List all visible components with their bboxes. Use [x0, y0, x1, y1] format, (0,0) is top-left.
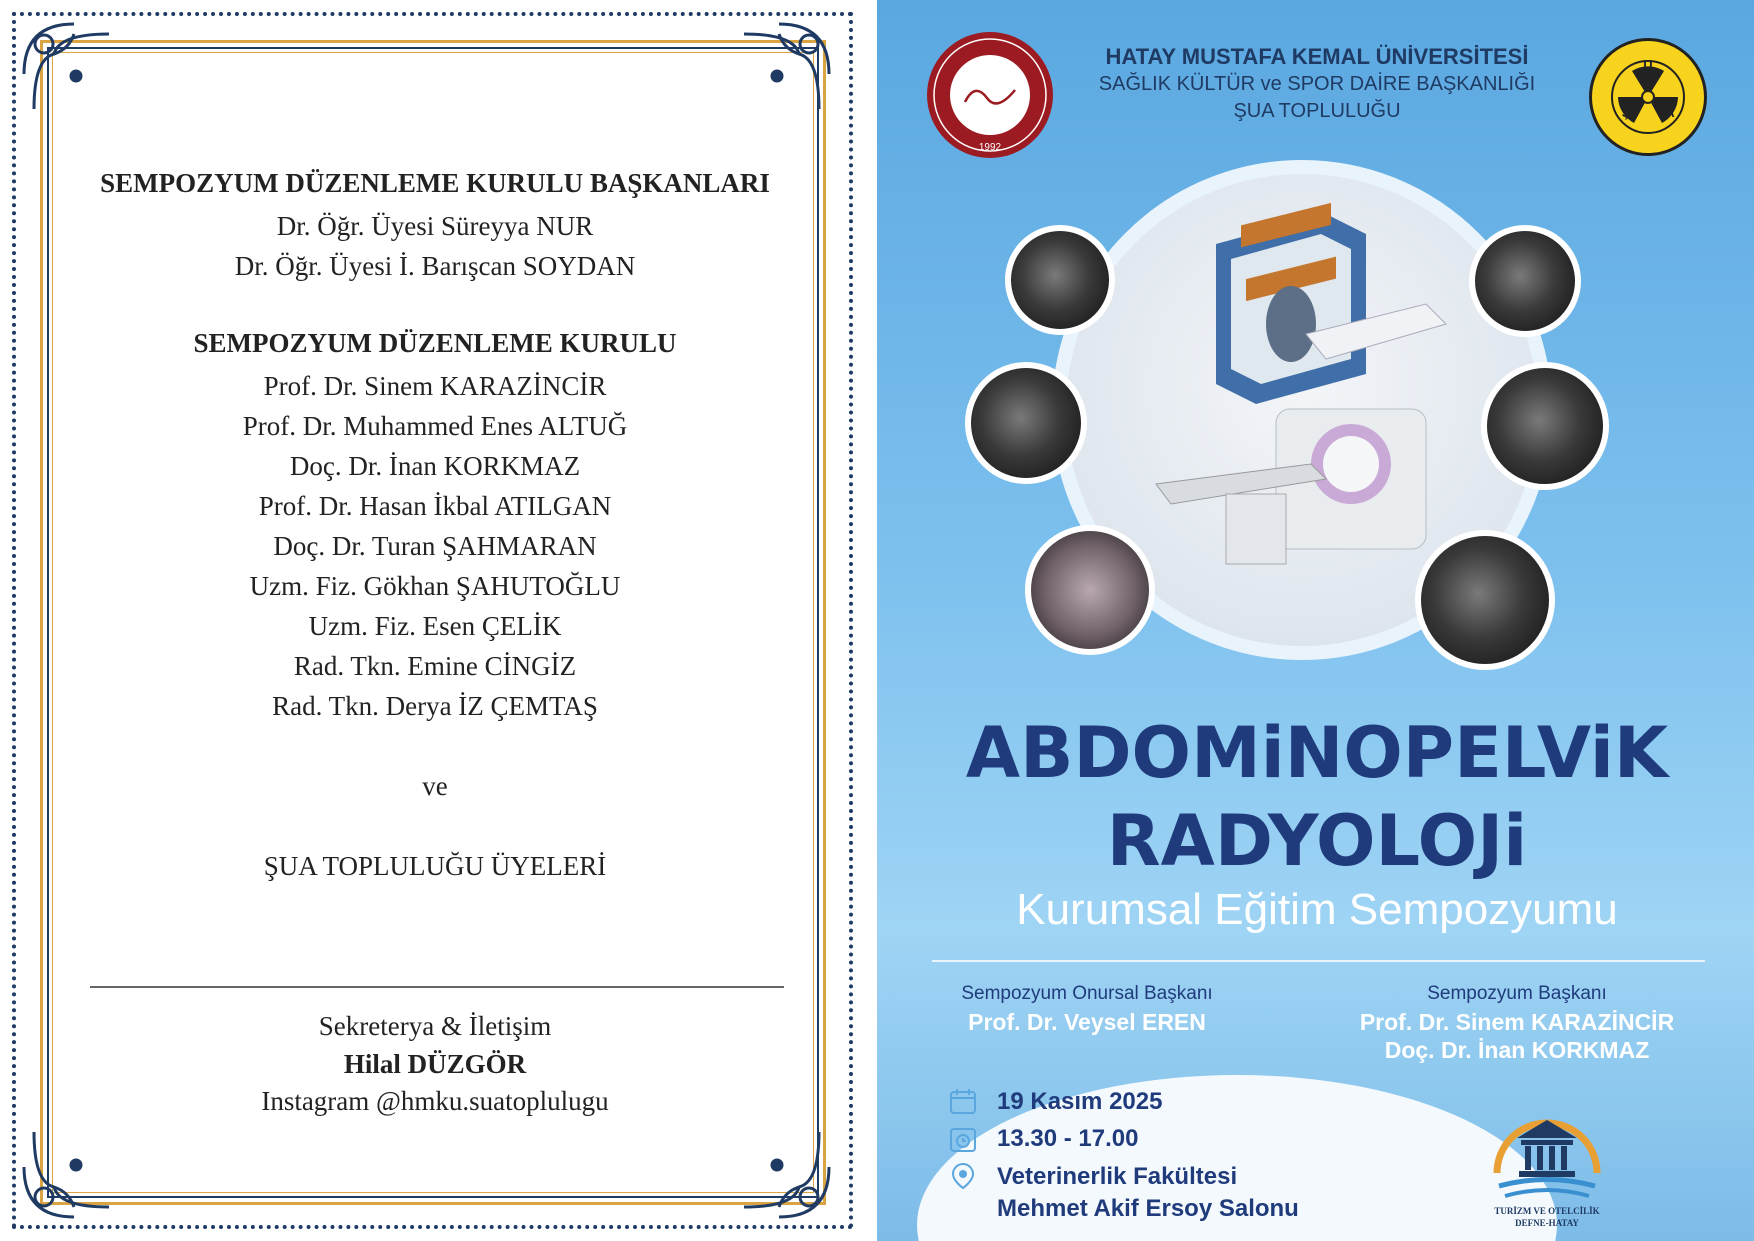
radiation-icon: [1592, 41, 1704, 153]
chair-name: Dr. Öğr. Üyesi İ. Barışcan SOYDAN: [234, 251, 636, 281]
committee-member: Prof. Dr. Hasan İkbal ATILGAN: [258, 491, 612, 521]
venue-line1: Veterinerlik Fakültesi: [997, 1163, 1238, 1190]
subtitle: Kurumsal Eğitim Sempozyumu: [1016, 885, 1618, 934]
org-line1: HATAY MUSTAFA KEMAL ÜNİVERSİTESİ: [1105, 44, 1529, 69]
committee-member: Prof. Dr. Sinem KARAZİNCİR: [263, 371, 607, 401]
secretariat-label: Sekreterya & İletişim: [318, 1011, 552, 1041]
corner-ornament-icon: [14, 1117, 124, 1227]
honorary-name: Prof. Dr. Veysel EREN: [968, 1009, 1206, 1035]
members-text: ŞUA TOPLULUĞU ÜYELERİ: [263, 851, 607, 881]
committee-member: Doç. Dr. Turan ŞAHMARAN: [273, 531, 597, 561]
svg-text:A: A: [1665, 105, 1675, 120]
event-date: 19 Kasım 2025: [997, 1088, 1163, 1115]
svg-text:U: U: [1643, 57, 1653, 72]
chair-name: Dr. Öğr. Üyesi Süreyya NUR: [276, 211, 594, 241]
corner-ornament-icon: [729, 14, 839, 124]
committee-member: Uzm. Fiz. Gökhan ŞAHUTOĞLU: [249, 571, 621, 601]
svg-text:TURİZM VE OTELCİLİK: TURİZM VE OTELCİLİK: [1494, 1206, 1600, 1216]
poster-panel: [877, 0, 1754, 1241]
corner-ornament-icon: [14, 14, 124, 124]
committee-member: Doç. Dr. İnan KORKMAZ: [289, 451, 581, 481]
and-text: ve: [422, 771, 448, 801]
location-pin-icon: [949, 1162, 977, 1190]
bowel-scan-image: [1025, 525, 1155, 655]
society-seal: [1589, 38, 1707, 156]
svg-text:DEFNE-HATAY: DEFNE-HATAY: [1515, 1218, 1579, 1228]
corner-ornament-icon: [729, 1117, 839, 1227]
president-label: Sempozyum Başkanı: [1427, 983, 1607, 1004]
svg-text:Ş: Ş: [1621, 105, 1631, 120]
org-line3: ŞUA TOPLULUĞU: [1233, 100, 1401, 122]
title-line2: RADYOLOJi: [1106, 800, 1528, 882]
pelvic-mri-scan-image: [1481, 362, 1609, 490]
clock-icon: [949, 1126, 977, 1154]
committee-header: SEMPOZYUM DÜZENLEME KURULU: [193, 328, 677, 358]
event-time: 13.30 - 17.00: [997, 1125, 1139, 1152]
committee-member: Rad. Tkn. Emine CİNGİZ: [293, 651, 577, 681]
angiography-scan-image: [1005, 225, 1115, 335]
president-name: Doç. Dr. İnan KORKMAZ: [1384, 1037, 1650, 1063]
committee-member: Uzm. Fiz. Esen ÇELİK: [308, 611, 562, 641]
title-line1: ABDOMiNOPELViK: [965, 712, 1669, 794]
ct-coronal-scan-image: [1415, 530, 1555, 670]
honorary-label: Sempozyum Onursal Başkanı: [961, 983, 1213, 1004]
committee-member: Prof. Dr. Muhammed Enes ALTUĞ: [242, 411, 628, 441]
committee-member: Rad. Tkn. Derya İZ ÇEMTAŞ: [272, 691, 598, 721]
calendar-icon: [949, 1087, 977, 1115]
liver-mri-scan-image: [1469, 225, 1581, 337]
org-line2: SAĞLIK KÜLTÜR ve SPOR DAİRE BAŞKANLIĞI: [1098, 73, 1536, 95]
chairs-header: SEMPOZYUM DÜZENLEME KURULU BAŞKANLARI: [100, 168, 770, 198]
school-logo-icon: [1477, 1078, 1617, 1233]
venue-line2: Mehmet Akif Ersoy Salonu: [997, 1195, 1299, 1222]
mri-abdomen-scan-image: [965, 362, 1087, 484]
president-name: Prof. Dr. Sinem KARAZİNCİR: [1359, 1009, 1675, 1035]
secretariat-name: Hilal DÜZGÖR: [343, 1049, 527, 1079]
divider: [90, 986, 784, 988]
instagram-handle: Instagram @hmku.suatoplulugu: [261, 1086, 609, 1116]
divider: [932, 960, 1705, 962]
seal-year: 1992: [978, 142, 1002, 153]
